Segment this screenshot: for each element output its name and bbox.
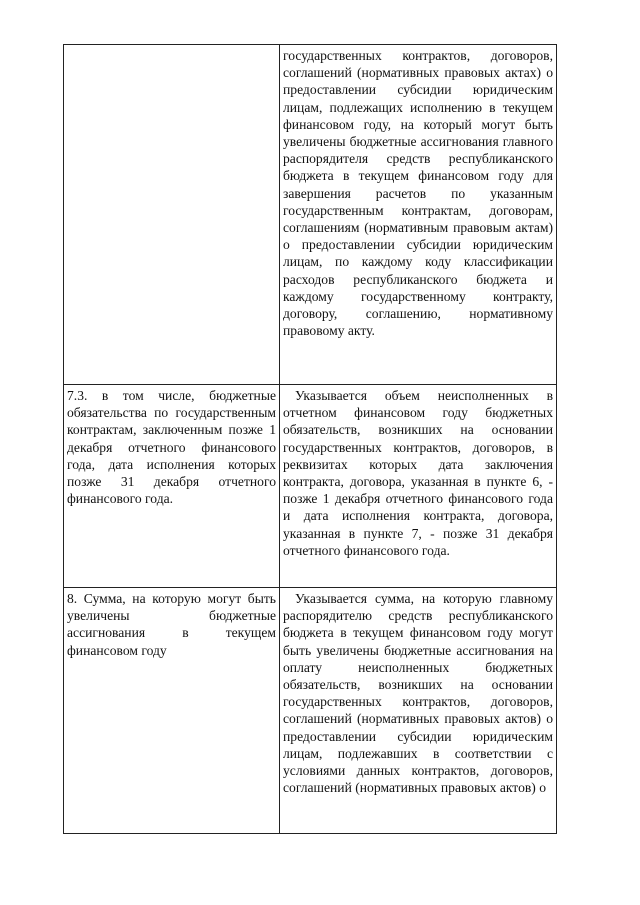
row-2-right-cell: Указывается объем неисполненных в отчетном финансовом году бюджетных обязательств, возникших на основании государственных контрактов, договоров, в реквизитах которых дата заключения контракта, договора, указанная в пункте 6, - позже 1 декабря отчетного финансового года и дата исполнения контракта, договора, указанная в пункте 7, - позже 31 декабря отчетного финансового года. <box>280 385 557 588</box>
row-3-right-cell: Указывается сумма, на которую главному распорядителю средств республиканского бюджета в текущем финансовом году могут быть увеличены бюджетные ассигнования на оплату неисполненных бюджетных обязательств, возникших на основании государственных контрактов, договоров, соглашений (нормативных правовых актов) о предоставлении субсидии юридическим лицам, подлежавших в соответствии с условиями данных контрактов, договоров, соглашений (нормативных правовых актов) о <box>280 588 557 834</box>
document-table <box>63 44 557 834</box>
table-row <box>64 45 557 385</box>
row-2-left-cell: 7.3. в том числе, бюджетные обязательства по государственным контрактам, заключенным позже 1 декабря отчетного финансового года, дата исполнения которых позже 31 декабря отчетного финансового года. <box>64 385 280 588</box>
row-1-right-cell: государственных контрактов, договоров, соглашений (нормативных правовых актах) о предоставлении субсидии юридическим лицам, подлежащих исполнению в текущем финансовом году, на который могут быть увеличены бюджетные ассигнования главного распорядителя средств республиканского бюджета в текущем финансовом году для завершения расчетов по указанным государственным контрактам, договорам, соглашениям (нормативным правовым актам) о предоставлении субсидии юридическим лицам, по каждому коду классификации расходов республиканского бюджета и каждому государственному контракту, договору, соглашению, нормативному правовому акту. <box>280 45 557 385</box>
table-row <box>64 385 557 588</box>
table-row <box>64 588 557 834</box>
row-1-left-cell <box>64 45 280 385</box>
row-3-left-cell: 8. Сумма, на которую могут быть увеличены бюджетные ассигнования в текущем финансовом году <box>64 588 280 834</box>
